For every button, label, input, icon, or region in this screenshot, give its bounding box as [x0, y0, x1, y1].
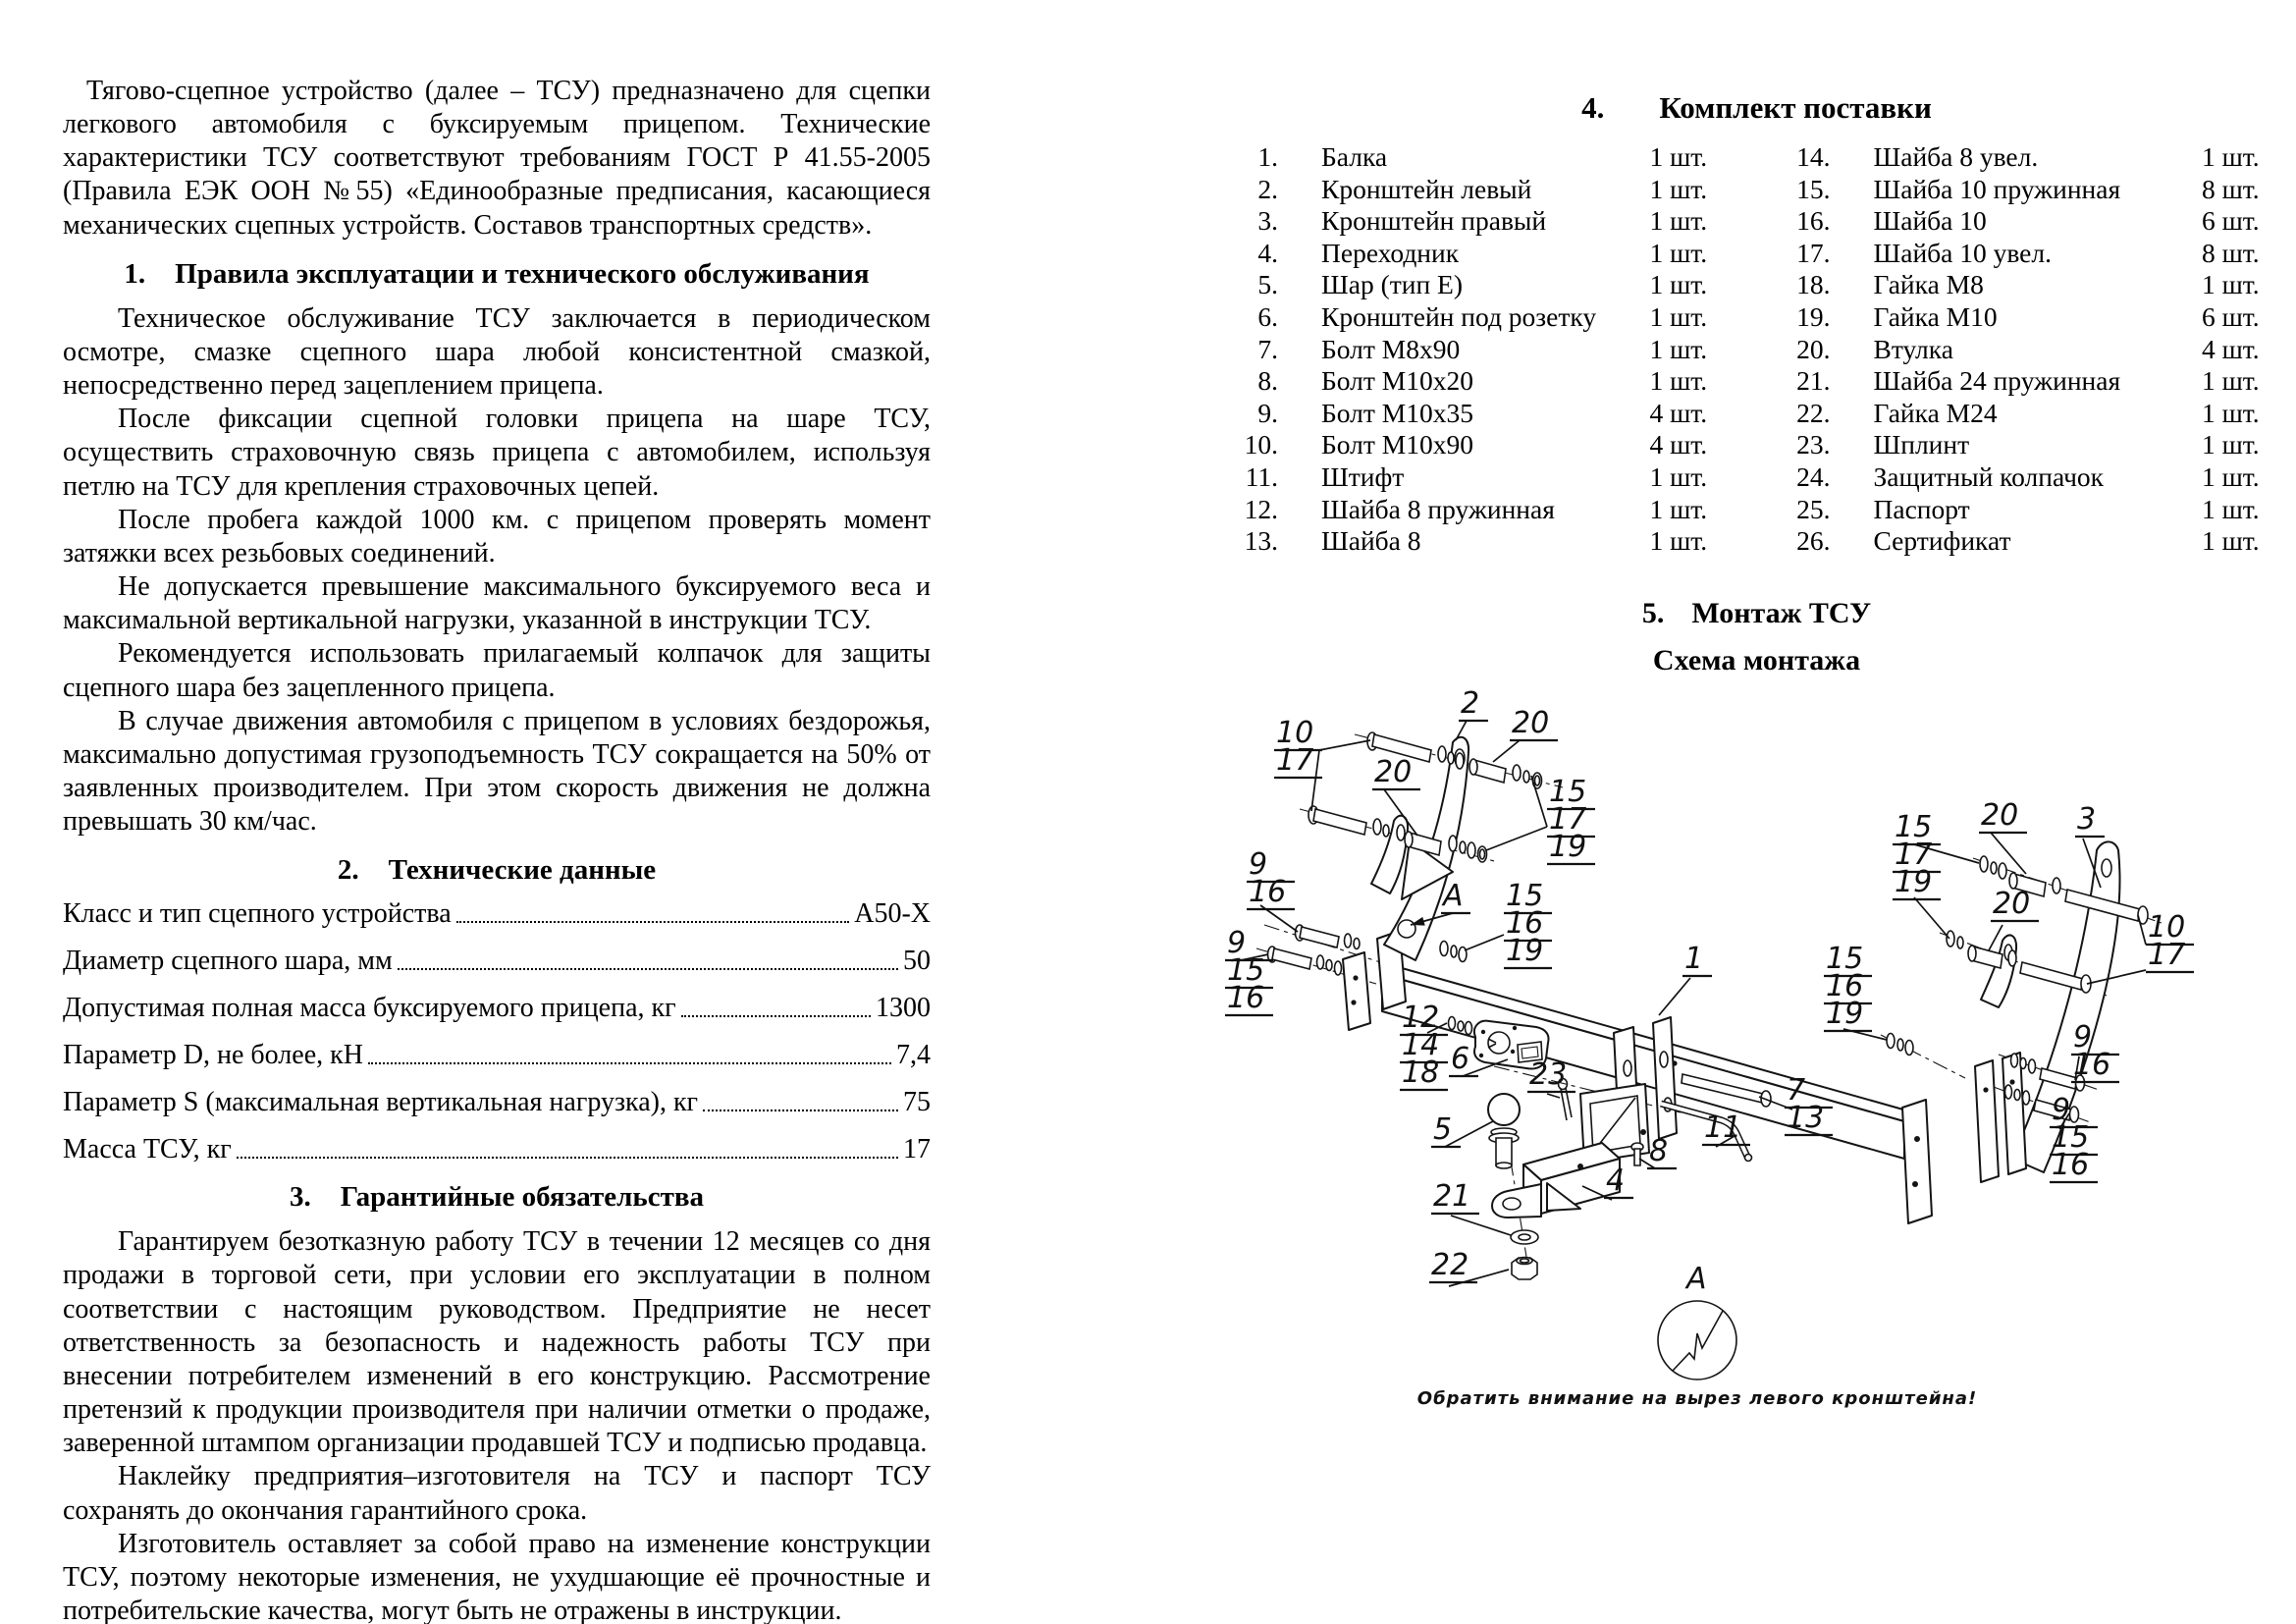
callout-number: 11 [1704, 1110, 1742, 1145]
callout-number: 15 [1895, 809, 1933, 844]
callout-number: 16 [1249, 874, 1287, 909]
detail-a [1658, 1262, 1736, 1380]
part-qty: 1 шт. [2202, 493, 2260, 524]
paragraph: В случае движения автомобиля с прицепом в условиях бездорожья, максимально допустимая грузоподъемность ТСУ сокращается на 50% от заявленных производителем. При этом скорость движения не должна превышать 30 км/час. [63, 705, 931, 838]
parts-list-row [1770, 461, 2296, 494]
spec-value: 17 [903, 1134, 931, 1165]
part-name: Болт М10х90 [1321, 429, 1473, 460]
part-name: Шайба 8 увел. [1873, 141, 2039, 172]
callout-number: 20 [1512, 705, 1550, 740]
callout-number: 19 [1506, 933, 1544, 968]
parts-list-row [1217, 429, 1744, 461]
callout-number: 9 [1249, 846, 1268, 882]
callout-number: 17 [1549, 801, 1587, 837]
part-number: 8. [1257, 365, 1278, 397]
part-qty: 8 шт. [2202, 173, 2260, 204]
intro-paragraph: Тягово-сцепное устройство (далее – ТСУ) предназначено для сцепки легкового автомобиля с буксируемым прицепом. Технические характеристики ТСУ соответствуют требованиям ГОСТ Р 41.55-2005 (Правила ЕЭК ООН №55) «Единообразные предписания, касающиеся механических сцепных устройств. Составов транспортных средств». [63, 76, 931, 241]
callout-number: 20 [1993, 886, 2031, 921]
callout-number: 12 [1402, 1000, 1440, 1035]
callout-number: 13 [1787, 1100, 1825, 1135]
callout-number: 19 [1826, 996, 1864, 1031]
paragraph: Техническое обслуживание ТСУ заключается в периодическом осмотре, смазке сцепного шара любой консистентной смазкой, непосредственно перед зацеплением прицепа. [63, 302, 931, 402]
part-number: 13. [1244, 525, 1278, 557]
part-name: Кронштейн правый [1321, 205, 1547, 237]
part-name: Болт М8х90 [1321, 333, 1461, 364]
paragraph: После пробега каждой 1000 км. с прицепом проверять момент затяжки всех резьбовых соединений. [63, 504, 931, 568]
part-number: 15. [1796, 173, 1831, 204]
parts-list-row [1770, 238, 2296, 270]
part-number: 25. [1796, 493, 1831, 524]
diagram-caption: Обратить внимание на вырез левого кронштейна! [1416, 1387, 1978, 1409]
callout-number: 8 [1649, 1133, 1669, 1168]
spec-row [63, 946, 931, 977]
parts-column-left [1217, 141, 1744, 558]
callout-number: 22 [1431, 1247, 1469, 1282]
callout-number: 3 [2077, 801, 2097, 837]
spec-row [63, 898, 931, 930]
spec-label: Допустимая полная масса буксируемого прицепа, кг [63, 993, 676, 1024]
callout-number: 15 [1506, 878, 1544, 913]
section5-number: 5. [1641, 596, 1665, 629]
spec-row [63, 993, 931, 1024]
callout-leader [1547, 1094, 1560, 1098]
part-number: 18. [1796, 269, 1831, 300]
part-name: Защитный колпачок [1873, 460, 2105, 492]
ball-part [1488, 1094, 1520, 1168]
callout-number: 20 [1981, 797, 2019, 833]
part-number: 1. [1257, 141, 1278, 172]
part-number: 26. [1796, 525, 1831, 557]
part-name: Шайба 10 пружинная [1873, 173, 2121, 204]
part-name: Паспорт [1873, 493, 1970, 524]
section1-heading [63, 258, 931, 291]
parts-list-row [1217, 494, 1744, 526]
part-qty: 1 шт. [2202, 365, 2260, 397]
part-number: 3. [1257, 205, 1278, 237]
part-name: Гайка М10 [1873, 300, 1998, 332]
paragraph: Изготовитель оставляет за собой право на изменение конструкции ТСУ, поэтому некоторые изменения, не ухудшающие её прочностные и потребительские качества, могут быть не отражены в инструкции. [63, 1528, 931, 1624]
section1-number: 1. [124, 257, 146, 290]
section3-heading [63, 1181, 931, 1214]
spec-table [63, 898, 931, 1165]
part-name: Шайба 10 увел. [1873, 237, 2052, 268]
callout-number: 17 [1895, 837, 1933, 872]
callout-number: 5 [1433, 1111, 1453, 1147]
paragraph: Не допускается превышение максимального буксируемого веса и максимальной вертикальной нагрузки, указанной в инструкции ТСУ. [63, 571, 931, 636]
section2-number: 2. [337, 854, 359, 887]
part-number: 10. [1244, 429, 1278, 460]
spec-label: Диаметр сцепного шара, мм [63, 946, 393, 977]
part-number: 17. [1796, 237, 1831, 268]
paragraph: Рекомендуется использовать прилагаемый колпачок для защиты сцепного шара без зацепленного прицепа. [63, 638, 931, 703]
callout-number: 21 [1433, 1178, 1471, 1214]
part-qty: 4 шт. [2202, 333, 2260, 364]
callout-leader [1451, 1216, 1511, 1235]
callout-number: 2 [1461, 685, 1480, 721]
callout-number: 16 [2052, 1147, 2090, 1182]
paragraph: Гарантируем безотказную работу ТСУ в течении 12 месяцев со дня продажи в торговой сети, при условии его эксплуатации в полном соответствии с настоящим руководством. Предприятие не несет ответственность за безопасность и надежность работы ТСУ при внесении потребителем изменений в его конструкцию. Рассмотрение претензий к продукции производителя при наличии отметки о продаже, заверенной штампом организации продавшей ТСУ и подписью продавца. [63, 1226, 931, 1459]
parts-list-row [1217, 461, 1744, 494]
callout-number: 1 [1684, 941, 1704, 976]
callout-number: А [1443, 878, 1464, 913]
callout-number: 9 [1227, 925, 1247, 960]
spec-dot-leader [681, 1015, 871, 1017]
callout-number: 17 [2148, 937, 2186, 972]
callout-number: 18 [1402, 1055, 1440, 1090]
callout-number: 14 [1402, 1027, 1440, 1062]
parts-list-row [1217, 141, 1744, 174]
part-qty: 6 шт. [2202, 205, 2260, 237]
callout-number: 23 [1529, 1056, 1568, 1092]
part-qty: 4 шт. [1649, 397, 1708, 428]
section2-heading [63, 854, 931, 887]
part-qty: 1 шт. [2202, 269, 2260, 300]
callout-number: 16 [1826, 968, 1864, 1003]
section1-paragraphs [63, 302, 931, 839]
section4-number: 4. [1581, 90, 1605, 125]
spec-label: Параметр D, не более, кН [63, 1040, 363, 1071]
part-qty: 1 шт. [1649, 141, 1708, 172]
part-number: 16. [1796, 205, 1831, 237]
part-qty: 1 шт. [2202, 525, 2260, 557]
part-number: 20. [1796, 333, 1831, 364]
fasteners-mid [1887, 1033, 1913, 1055]
section1-title: Правила эксплуатации и технического обслуживания [175, 257, 870, 290]
part-name: Болт М10х20 [1321, 365, 1473, 397]
callout-number: 7 [1787, 1072, 1806, 1108]
section4-title: Комплект поставки [1659, 90, 1932, 125]
callout-leader [1486, 827, 1547, 850]
callout-number: 16 [1227, 980, 1265, 1015]
parts-list-row [1770, 205, 2296, 238]
parts-list-row [1217, 525, 1744, 558]
part-name: Шплинт [1873, 429, 1970, 460]
callout-leader [1914, 897, 1949, 939]
paragraph: После фиксации сцепной головки прицепа на шаре ТСУ, осуществить страховочную связь прицепа с автомобилем, используя петлю на ТСУ для крепления страховочных цепей. [63, 404, 931, 502]
part-number: 23. [1796, 429, 1831, 460]
part-qty: 1 шт. [1649, 333, 1708, 364]
part-qty: 1 шт. [1649, 493, 1708, 524]
callout-number: 10 [1276, 715, 1314, 750]
spec-label: Класс и тип сцепного устройства [63, 898, 452, 930]
spec-value: А50-Х [854, 898, 931, 930]
part-qty: 1 шт. [1649, 173, 1708, 204]
callout-number: 17 [1276, 742, 1314, 778]
part-name: Гайка М24 [1873, 397, 1998, 428]
part-number: 4. [1257, 237, 1278, 268]
part-name: Шайба 8 пружинная [1321, 493, 1555, 524]
parts-list-row [1770, 334, 2296, 366]
section3-paragraphs [63, 1225, 931, 1624]
spec-dot-leader [456, 921, 850, 923]
part-name: Кронштейн под розетку [1321, 300, 1597, 332]
parts-list-row [1217, 301, 1744, 334]
spec-row [63, 1134, 931, 1165]
part-qty: 1 шт. [2202, 397, 2260, 428]
part-number: 6. [1257, 300, 1278, 332]
diagram-callouts [1225, 686, 2194, 1286]
parts-list-row [1217, 269, 1744, 301]
callout-leader [1445, 1121, 1493, 1147]
callout-number: 16 [2073, 1047, 2111, 1082]
parts-list-row [1770, 174, 2296, 206]
callout-leader [1319, 740, 1370, 750]
part-name: Кронштейн левый [1321, 173, 1532, 204]
callout-leader [1465, 935, 1504, 950]
part-number: 14. [1796, 141, 1831, 172]
paragraph: Наклейку предприятия–изготовителя на ТСУ и паспорт ТСУ сохранять до окончания гарантийного срока. [63, 1461, 931, 1526]
spec-dot-leader [237, 1157, 898, 1159]
part-number: 11. [1245, 460, 1278, 492]
spec-value: 1300 [876, 993, 931, 1024]
spec-value: 50 [903, 946, 931, 977]
part-number: 24. [1796, 460, 1831, 492]
part-name: Сертификат [1873, 525, 2011, 557]
parts-list-row [1217, 365, 1744, 398]
part-name: Шайба 24 пружинная [1873, 365, 2121, 397]
part-name: Шар (тип Е) [1321, 269, 1464, 300]
part-qty: 1 шт. [2202, 141, 2260, 172]
part-number: 9. [1257, 397, 1278, 428]
section5-title: Монтаж ТСУ [1691, 596, 1872, 629]
diagram-subtitle: Схема монтажа [1652, 643, 1861, 677]
spec-row [63, 1040, 931, 1071]
parts-list-row [1217, 205, 1744, 238]
part-number: 21. [1796, 365, 1831, 397]
parts-list-row [1770, 429, 2296, 461]
callout-number: 15 [1549, 774, 1587, 809]
parts-column-right [1744, 141, 2296, 558]
part-qty: 1 шт. [1649, 365, 1708, 397]
part-qty: 1 шт. [1649, 205, 1708, 237]
parts-list-row [1770, 301, 2296, 334]
parts-list-row [1770, 494, 2296, 526]
parts-list-row [1217, 238, 1744, 270]
part-qty: 4 шт. [1649, 429, 1708, 460]
part-number: 22. [1796, 397, 1831, 428]
parts-list-row [1217, 398, 1744, 430]
part-qty: 1 шт. [1649, 237, 1708, 268]
part-name: Переходник [1321, 237, 1460, 268]
callout-number: 6 [1451, 1041, 1470, 1076]
assembly-diagram [1217, 677, 2276, 1624]
part-name: Шайба 8 [1321, 525, 1421, 557]
parts-list-row [1770, 269, 2296, 301]
parts-list-row [1770, 398, 2296, 430]
parts-list-row [1770, 525, 2296, 558]
callout-leader [1659, 978, 1690, 1015]
callout-leader [1493, 740, 1520, 762]
part-number: 5. [1257, 269, 1278, 300]
callout-number: 15 [1227, 952, 1265, 988]
detail-a-letter: А [1686, 1261, 1707, 1296]
parts-list-row [1217, 174, 1744, 206]
part-qty: 1 шт. [2202, 460, 2260, 492]
part-name: Болт М10х35 [1321, 397, 1473, 428]
parts-list-row [1770, 141, 2296, 174]
section3-number: 3. [290, 1181, 311, 1214]
section4-heading [1217, 90, 2296, 126]
callout-number: 16 [1506, 905, 1544, 941]
spec-value: 75 [903, 1087, 931, 1118]
spec-label: Масса ТСУ, кг [63, 1134, 232, 1165]
section3-title: Гарантийные обязательства [340, 1181, 704, 1214]
part-qty: 6 шт. [2202, 300, 2260, 332]
parts-list-row [1770, 365, 2296, 398]
part-name: Балка [1321, 141, 1388, 172]
section5-heading [1217, 597, 2296, 630]
part-qty: 8 шт. [2202, 237, 2260, 268]
spec-dot-leader [703, 1110, 898, 1111]
callout-number: 4 [1606, 1163, 1626, 1198]
callout-number: 19 [1549, 829, 1587, 864]
part-name: Шайба 10 [1873, 205, 1987, 237]
callout-number: 15 [2052, 1119, 2090, 1155]
callout-number: 9 [2073, 1019, 2093, 1055]
callout-number: 9 [2052, 1092, 2071, 1127]
part-qty: 1 шт. [1649, 525, 1708, 557]
part-number: 19. [1796, 300, 1831, 332]
parts-list [1217, 141, 2296, 558]
spec-label: Параметр S (максимальная вертикальная нагрузка), кг [63, 1087, 699, 1118]
part-number: 7. [1257, 333, 1278, 364]
part-name: Штифт [1321, 460, 1405, 492]
part-number: 2. [1257, 173, 1278, 204]
spec-dot-leader [368, 1062, 891, 1064]
spec-dot-leader [398, 968, 898, 970]
callout-number: 10 [2148, 909, 2186, 945]
part-qty: 1 шт. [1649, 269, 1708, 300]
part-name: Втулка [1873, 333, 1953, 364]
part-qty: 1 шт. [2202, 429, 2260, 460]
part-qty: 1 шт. [1649, 460, 1708, 492]
callout-number: 19 [1895, 864, 1933, 899]
callout-number: 15 [1826, 941, 1864, 976]
parts-list-row [1217, 334, 1744, 366]
right-column [1217, 75, 2296, 1624]
spec-value: 7,4 [896, 1040, 931, 1071]
part-number: 12. [1244, 493, 1278, 524]
callout-number: 20 [1374, 754, 1413, 789]
left-column [63, 75, 931, 1624]
part-qty: 1 шт. [1649, 300, 1708, 332]
spec-row [63, 1087, 931, 1118]
section2-title: Технические данные [388, 854, 657, 887]
part-name: Гайка М8 [1873, 269, 1984, 300]
